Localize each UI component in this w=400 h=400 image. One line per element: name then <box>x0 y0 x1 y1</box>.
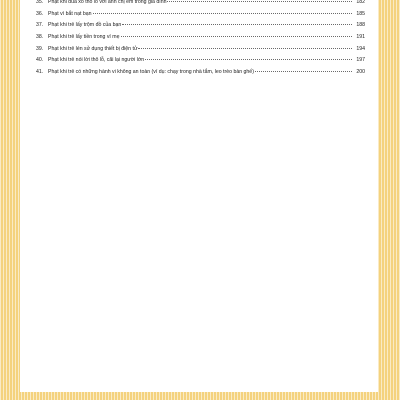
toc-leader-dots <box>121 31 352 37</box>
toc-entry-title: Phạt khi trẻ lén sử dụng thiết bị điện tử <box>48 46 138 52</box>
toc-entry <box>36 44 365 51</box>
toc-entry-page: 182 <box>356 0 365 5</box>
toc-entry-title: Phạt khi trẻ lấy trộm đồ của bạn <box>48 22 122 28</box>
toc-entry-page: 200 <box>356 69 365 75</box>
toc-entry-page: 197 <box>356 57 365 63</box>
toc-entry-number: 39. <box>36 46 44 52</box>
toc-entry-number: 36. <box>36 11 44 17</box>
toc-leader-dots <box>122 19 352 25</box>
toc-entry-page: 188 <box>356 22 365 28</box>
toc-entry <box>36 67 365 74</box>
toc-entry <box>36 9 365 16</box>
toc-entry-number: 35. <box>36 0 44 5</box>
toc-entry-title: Phạt vì bắt nạt bạn <box>48 11 92 17</box>
toc-entry-number: 40. <box>36 57 44 63</box>
toc-entry <box>36 0 365 4</box>
toc-entry-page: 194 <box>356 46 365 52</box>
toc-entry-title: Phạt khi đùa xô thô lỗ với anh chị em trong gia đình <box>48 0 167 5</box>
toc-leader-dots <box>255 66 352 72</box>
toc-entry-number: 41. <box>36 69 44 75</box>
toc-entry <box>36 32 365 39</box>
toc-leader-dots <box>138 43 352 49</box>
toc-entry-title: Phạt khi trẻ có những hành vi không an toàn (ví dụ: chạy trong nhà tắm, leo trèo bàn ghế) <box>48 69 254 75</box>
toc-entry-title: Phạt khi trẻ lấy tiền trong ví mẹ <box>48 34 120 40</box>
toc-leader-dots <box>145 54 352 60</box>
toc-entry-page: 185 <box>356 11 365 17</box>
toc-leader-dots <box>93 8 352 14</box>
toc-entry-number: 38. <box>36 34 44 40</box>
toc-entry-page: 191 <box>356 34 365 40</box>
toc-entry <box>36 55 365 62</box>
toc-entry <box>36 20 365 27</box>
toc-entry-title: Phạt khi trẻ nói lời thô lỗ, cãi lại người lớn <box>48 57 145 63</box>
toc-entry-number: 37. <box>36 22 44 28</box>
toc-leader-dots <box>167 0 352 2</box>
